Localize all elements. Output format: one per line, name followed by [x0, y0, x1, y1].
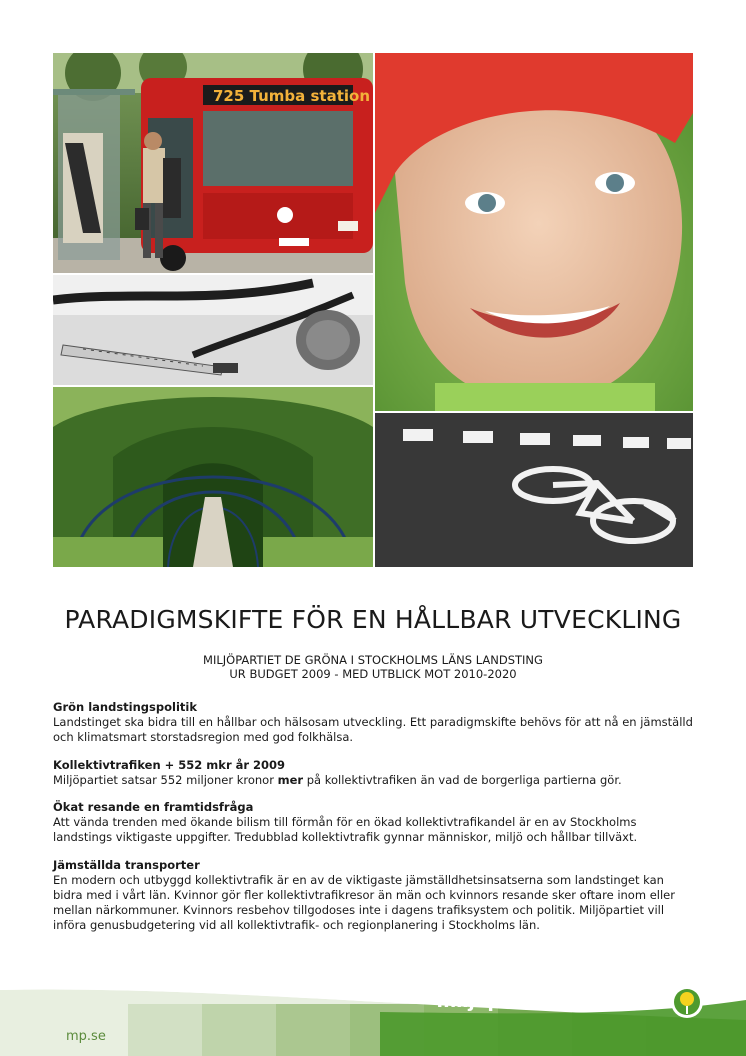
garden-arch-photo — [53, 387, 373, 567]
section-heading: Jämställda transporter — [53, 857, 200, 872]
subtitle-line-1: MILJÖPARTIET DE GRÖNA I STOCKHOLMS LÄNS LANDSTING — [203, 653, 543, 667]
bus-photo — [53, 53, 373, 273]
section-text-start: Miljöpartiet satsar 552 miljoner kronor — [53, 772, 278, 787]
section-jamstallda-transporter — [53, 858, 693, 934]
bike-lane-photo — [375, 413, 693, 567]
dandelion-logo-icon — [670, 985, 704, 1019]
section-heading: Kollektivtrafiken + 552 mkr år 2009 — [53, 757, 286, 772]
section-text: En modern och utbyggd kollektivtrafik är en av de viktigaste jämställdhetsinsatserna som landstinget kan bidra med i vårt län. Kvinnor gör fler kollektivtrafikresor än män och kvinnors resande sker oftare inom eller mellan närkommuner. Kvinnors resbehov tillgodoses inte i dagens trafiksystem och politik. Miljöpartiet vill införa genusbudgetering vid all kollektivtrafik- och regionplanering i Stockholms län. — [53, 872, 675, 933]
section-text-emphasis: mer — [277, 772, 304, 787]
section-text: Att vända trenden med ökande bilism till förmån för en ökad kollektivtrafikandel är en av Stockholms landstings viktigaste uppgifter. Tredubblad kollektivtrafik gynnar människor, miljö och hållbar tillväxt. — [53, 815, 638, 845]
section-kollektivtrafiken — [53, 758, 693, 788]
section-okat-resande — [53, 800, 693, 846]
photo-collage — [53, 53, 693, 567]
subtitle-line-2: UR BUDGET 2009 - MED UTBLICK MOT 2010-2020 — [229, 667, 517, 681]
section-text-end: på kollektivtrafiken än vad de borgerliga partierna gör. — [303, 772, 622, 787]
section-heading: Ökat resande en framtidsfråga — [53, 800, 254, 815]
section-text: Landstinget ska bidra till en hållbar och hälsosam utveckling. Ett paradigmskifte behövs för att nå en jämställd och klimatsmart storstadsregion med god folkhälsa. — [53, 715, 693, 745]
page-subtitle — [0, 653, 746, 681]
section-gron-landstingspolitik — [53, 700, 693, 746]
page-title: PARADIGMSKIFTE FÖR EN HÅLLBAR UTVECKLING — [64, 605, 682, 634]
bus-destination-sign: 725 Tumba station — [213, 87, 371, 105]
footer — [0, 960, 746, 1056]
child-photo — [375, 53, 693, 411]
website-link[interactable]: mp.se — [66, 1029, 106, 1044]
section-heading: Grön landstingspolitik — [53, 700, 197, 714]
stethoscope-photo — [53, 275, 373, 385]
party-wordmark: miljöpartiet de gröna — [436, 990, 658, 1012]
section-text — [53, 773, 693, 788]
body-content — [53, 700, 693, 946]
